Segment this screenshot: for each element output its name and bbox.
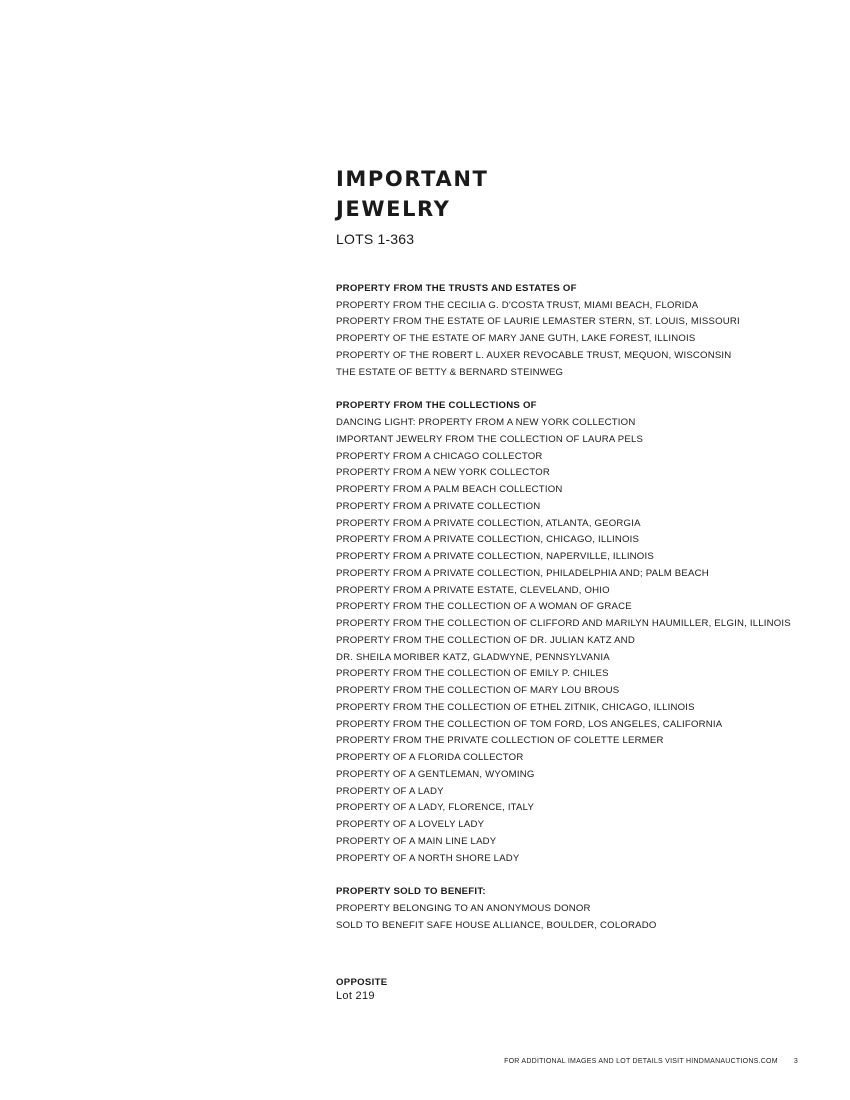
section-heading: PROPERTY FROM THE TRUSTS AND ESTATES OF [336, 283, 577, 294]
consignor-item: PROPERTY OF A NORTH SHORE LADY [336, 852, 520, 864]
section-heading: PROPERTY FROM THE COLLECTIONS OF [336, 400, 537, 412]
consignor-item: PROPERTY FROM A NEW YORK COLLECTOR [336, 467, 551, 479]
title-line-1: IMPORTANT [336, 167, 489, 191]
consignor-item: PROPERTY OF A LOVELY LADY [336, 819, 485, 831]
consignor-item: PROPERTY FROM A PALM BEACH COLLECTION [336, 484, 563, 496]
consignor-section [336, 281, 826, 381]
consignor-item: PROPERTY FROM THE COLLECTION OF DR. JULIAN KATZ AND [336, 634, 635, 646]
page-footer [504, 1058, 798, 1065]
consignor-item: IMPORTANT JEWELRY FROM THE COLLECTION OF LAURA PELS [336, 433, 644, 445]
consignor-item: PROPERTY FROM A PRIVATE COLLECTION, CHICAGO, ILLINOIS [336, 534, 640, 546]
consignor-item: PROPERTY FROM A CHICAGO COLLECTOR [336, 450, 543, 462]
consignor-item: PROPERTY FROM THE ESTATE OF LAURIE LEMASTER STERN, ST. LOUIS, MISSOURI [336, 316, 740, 328]
lots-range: LOTS 1-363 [336, 231, 415, 247]
consignor-item: PROPERTY FROM THE COLLECTION OF EMILY P. CHILES [336, 668, 609, 680]
consignor-item: DANCING LIGHT: PROPERTY FROM A NEW YORK COLLECTION [336, 417, 636, 429]
consignor-section [336, 398, 826, 867]
consignor-item: PROPERTY OF A LADY, FLORENCE, ITALY [336, 802, 535, 814]
consignor-item: PROPERTY FROM THE COLLECTION OF MARY LOU BROUS [336, 685, 620, 697]
consignor-item: PROPERTY FROM THE CECILIA G. D'COSTA TRUST, MIAMI BEACH, FLORIDA [336, 299, 699, 311]
consignor-item: PROPERTY FROM THE COLLECTION OF ETHEL ZITNIK, CHICAGO, ILLINOIS [336, 701, 695, 713]
page-title [336, 164, 826, 224]
opposite-label: OPPOSITE [336, 977, 388, 988]
consignor-sections [336, 281, 826, 935]
consignor-item: PROPERTY OF THE ROBERT L. AUXER REVOCABLE TRUST, MEQUON, WISCONSIN [336, 349, 732, 361]
consignor-item: PROPERTY FROM THE PRIVATE COLLECTION OF COLETTE LERMER [336, 735, 664, 747]
page-number: 3 [793, 1058, 798, 1065]
consignor-item: PROPERTY FROM A PRIVATE COLLECTION, NAPERVILLE, ILLINOIS [336, 551, 654, 563]
consignor-item: DR. SHEILA MORIBER KATZ, GLADWYNE, PENNSYLVANIA [336, 651, 610, 663]
consignor-item: PROPERTY BELONGING TO AN ANONYMOUS DONOR [336, 903, 591, 915]
consignor-item: PROPERTY FROM A PRIVATE COLLECTION [336, 500, 541, 512]
section-heading: PROPERTY SOLD TO BENEFIT: [336, 886, 486, 898]
consignor-item: PROPERTY OF A MAIN LINE LADY [336, 835, 497, 847]
consignor-item: PROPERTY OF A GENTLEMAN, WYOMING [336, 768, 535, 780]
title-line-2: JEWELRY [336, 197, 451, 221]
consignor-item: PROPERTY OF A LADY [336, 785, 444, 797]
footer-text: FOR ADDITIONAL IMAGES AND LOT DETAILS VISIT HINDMANAUCTIONS.COM [504, 1058, 778, 1065]
opposite-lot: Lot 219 [336, 990, 375, 1002]
consignor-item: PROPERTY OF THE ESTATE OF MARY JANE GUTH, LAKE FOREST, ILLINOIS [336, 333, 696, 345]
consignor-item: THE ESTATE OF BETTY & BERNARD STEINWEG [336, 366, 564, 378]
opposite-caption [336, 976, 387, 1003]
consignor-item: SOLD TO BENEFIT SAFE HOUSE ALLIANCE, BOULDER, COLORADO [336, 919, 657, 931]
consignor-item: PROPERTY FROM THE COLLECTION OF CLIFFORD AND MARILYN HAUMILLER, ELGIN, ILLINOIS [336, 618, 791, 630]
consignor-item: PROPERTY FROM THE COLLECTION OF TOM FORD, LOS ANGELES, CALIFORNIA [336, 718, 723, 730]
consignor-item: PROPERTY FROM A PRIVATE COLLECTION, ATLANTA, GEORGIA [336, 517, 641, 529]
consignor-item: PROPERTY FROM A PRIVATE COLLECTION, PHILADELPHIA AND; PALM BEACH [336, 567, 709, 579]
consignor-item: PROPERTY OF A FLORIDA COLLECTOR [336, 752, 524, 764]
main-content [336, 164, 826, 935]
consignor-item: PROPERTY FROM A PRIVATE ESTATE, CLEVELAND, OHIO [336, 584, 610, 596]
consignor-item: PROPERTY FROM THE COLLECTION OF A WOMAN OF GRACE [336, 601, 632, 613]
consignor-section [336, 884, 826, 934]
